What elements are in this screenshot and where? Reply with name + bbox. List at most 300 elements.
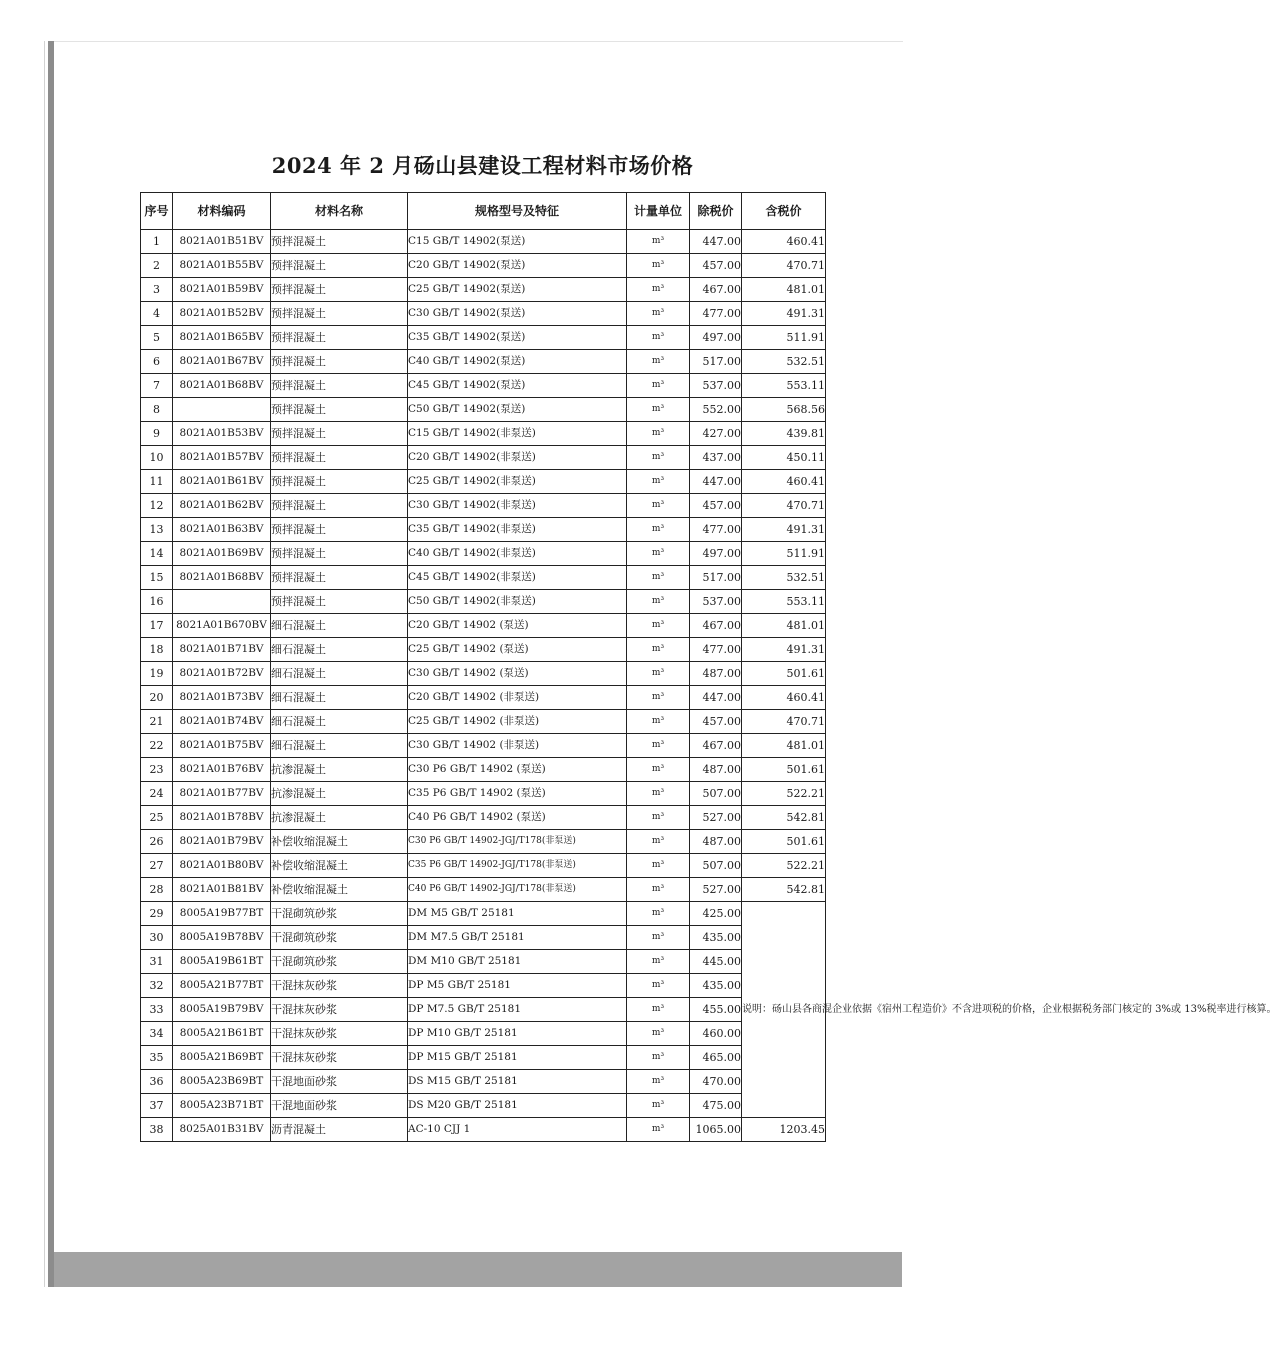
material-name: 预拌混凝土 (271, 590, 408, 614)
header-price-inc-tax: 含税价 (742, 193, 826, 230)
table-row (141, 998, 826, 1022)
material-name: 细石混凝土 (271, 686, 408, 710)
price-ex-tax: 435.00 (690, 926, 742, 950)
spec: C15 GB/T 14902(泵送) (408, 230, 627, 254)
table-row (141, 302, 826, 326)
unit: m³ (627, 734, 690, 758)
material-name: 预拌混凝土 (271, 470, 408, 494)
material-code: 8005A21B69BT (173, 1046, 271, 1070)
spec: DP M5 GB/T 25181 (408, 974, 627, 998)
row-no: 14 (141, 542, 173, 566)
material-name: 补偿收缩混凝土 (271, 854, 408, 878)
spec: C30 GB/T 14902(泵送) (408, 302, 627, 326)
spec: C40 GB/T 14902(非泵送) (408, 542, 627, 566)
material-code: 8021A01B67BV (173, 350, 271, 374)
row-no: 37 (141, 1094, 173, 1118)
spec: C50 GB/T 14902(泵送) (408, 398, 627, 422)
page-bottom-band (54, 1252, 902, 1287)
price-ex-tax: 447.00 (690, 686, 742, 710)
row-no: 7 (141, 374, 173, 398)
row-no: 32 (141, 974, 173, 998)
material-name: 干混抹灰砂浆 (271, 998, 408, 1022)
material-code: 8021A01B80BV (173, 854, 271, 878)
price-ex-tax: 477.00 (690, 638, 742, 662)
table-row (141, 422, 826, 446)
material-code: 8021A01B61BV (173, 470, 271, 494)
price-ex-tax: 425.00 (690, 902, 742, 926)
unit: m³ (627, 950, 690, 974)
material-code: 8025A01B31BV (173, 1118, 271, 1142)
table-row (141, 758, 826, 782)
price-inc-tax: 511.91 (742, 542, 826, 566)
price-ex-tax: 445.00 (690, 950, 742, 974)
material-name: 预拌混凝土 (271, 278, 408, 302)
material-name: 干混砌筑砂浆 (271, 926, 408, 950)
price-inc-tax: 491.31 (742, 638, 826, 662)
material-name: 干混地面砂浆 (271, 1070, 408, 1094)
material-name: 抗渗混凝土 (271, 782, 408, 806)
row-no: 12 (141, 494, 173, 518)
spec: C30 GB/T 14902 (非泵送) (408, 734, 627, 758)
price-inc-tax: 470.71 (742, 254, 826, 278)
table-row (141, 710, 826, 734)
spec: DP M15 GB/T 25181 (408, 1046, 627, 1070)
spec: C20 GB/T 14902 (非泵送) (408, 686, 627, 710)
row-no: 31 (141, 950, 173, 974)
price-inc-tax: 553.11 (742, 374, 826, 398)
row-no: 6 (141, 350, 173, 374)
price-inc-tax: 532.51 (742, 566, 826, 590)
unit: m³ (627, 494, 690, 518)
row-no: 8 (141, 398, 173, 422)
table-row (141, 494, 826, 518)
material-code: 8021A01B81BV (173, 878, 271, 902)
material-code: 8005A23B69BT (173, 1070, 271, 1094)
price-inc-tax: 553.11 (742, 590, 826, 614)
table-row (141, 614, 826, 638)
row-no: 10 (141, 446, 173, 470)
row-no: 1 (141, 230, 173, 254)
unit: m³ (627, 1118, 690, 1142)
header-unit: 计量单位 (627, 193, 690, 230)
table-row (141, 686, 826, 710)
material-code: 8021A01B69BV (173, 542, 271, 566)
unit: m³ (627, 902, 690, 926)
spec: C35 GB/T 14902(非泵送) (408, 518, 627, 542)
table-row (141, 1118, 826, 1142)
row-no: 13 (141, 518, 173, 542)
table-row (141, 230, 826, 254)
price-ex-tax: 457.00 (690, 494, 742, 518)
price-ex-tax: 467.00 (690, 278, 742, 302)
header-no: 序号 (141, 193, 173, 230)
table-row (141, 374, 826, 398)
price-ex-tax: 552.00 (690, 398, 742, 422)
material-name: 细石混凝土 (271, 638, 408, 662)
material-code: 8005A19B61BT (173, 950, 271, 974)
row-no: 4 (141, 302, 173, 326)
spec: DP M7.5 GB/T 25181 (408, 998, 627, 1022)
unit: m³ (627, 710, 690, 734)
unit: m³ (627, 422, 690, 446)
material-code: 8021A01B71BV (173, 638, 271, 662)
material-code: 8021A01B77BV (173, 782, 271, 806)
material-code: 8005A19B78BV (173, 926, 271, 950)
table-row (141, 518, 826, 542)
unit: m³ (627, 1094, 690, 1118)
price-ex-tax: 477.00 (690, 518, 742, 542)
table-row (141, 326, 826, 350)
spec: C25 GB/T 14902 (非泵送) (408, 710, 627, 734)
unit: m³ (627, 974, 690, 998)
unit: m³ (627, 278, 690, 302)
spec: AC-10 CJJ 1 (408, 1118, 627, 1142)
material-code: 8021A01B74BV (173, 710, 271, 734)
price-inc-tax: 568.56 (742, 398, 826, 422)
row-no: 3 (141, 278, 173, 302)
material-name: 预拌混凝土 (271, 494, 408, 518)
row-no: 25 (141, 806, 173, 830)
price-ex-tax: 437.00 (690, 446, 742, 470)
spec: DM M5 GB/T 25181 (408, 902, 627, 926)
material-name: 抗渗混凝土 (271, 806, 408, 830)
row-no: 15 (141, 566, 173, 590)
material-name: 干混抹灰砂浆 (271, 1046, 408, 1070)
material-code: 8021A01B55BV (173, 254, 271, 278)
row-no: 33 (141, 998, 173, 1022)
spec: C35 P6 GB/T 14902-JGJ/T178(非泵送) (408, 854, 627, 878)
material-code (173, 398, 271, 422)
material-name: 预拌混凝土 (271, 422, 408, 446)
material-name: 预拌混凝土 (271, 566, 408, 590)
price-ex-tax: 1065.00 (690, 1118, 742, 1142)
table-row (141, 1094, 826, 1118)
material-name: 预拌混凝土 (271, 542, 408, 566)
spec: C45 GB/T 14902(泵送) (408, 374, 627, 398)
row-no: 11 (141, 470, 173, 494)
header-code: 材料编码 (173, 193, 271, 230)
row-no: 20 (141, 686, 173, 710)
material-code: 8021A01B62BV (173, 494, 271, 518)
material-code: 8021A01B79BV (173, 830, 271, 854)
row-no: 30 (141, 926, 173, 950)
unit: m³ (627, 854, 690, 878)
row-no: 28 (141, 878, 173, 902)
unit: m³ (627, 590, 690, 614)
spec: C40 P6 GB/T 14902-JGJ/T178(非泵送) (408, 878, 627, 902)
material-name: 预拌混凝土 (271, 302, 408, 326)
price-inc-tax: 522.21 (742, 782, 826, 806)
unit: m³ (627, 1022, 690, 1046)
unit: m³ (627, 1070, 690, 1094)
material-name: 补偿收缩混凝土 (271, 830, 408, 854)
row-no: 2 (141, 254, 173, 278)
material-name: 干混地面砂浆 (271, 1094, 408, 1118)
table-row (141, 1046, 826, 1070)
price-inc-tax: 481.01 (742, 734, 826, 758)
table-row (141, 542, 826, 566)
row-no: 35 (141, 1046, 173, 1070)
table-row (141, 1022, 826, 1046)
price-inc-tax: 1203.45 (742, 1118, 826, 1142)
price-inc-tax: 511.91 (742, 326, 826, 350)
unit: m³ (627, 326, 690, 350)
spec: C25 GB/T 14902 (泵送) (408, 638, 627, 662)
row-no: 38 (141, 1118, 173, 1142)
price-inc-tax: 470.71 (742, 494, 826, 518)
price-inc-tax: 481.01 (742, 278, 826, 302)
page-title: 2024 年 2 月砀山县建设工程材料市场价格 (271, 153, 694, 178)
spec: DS M20 GB/T 25181 (408, 1094, 627, 1118)
spec: C45 GB/T 14902(非泵送) (408, 566, 627, 590)
row-no: 19 (141, 662, 173, 686)
price-inc-tax: 460.41 (742, 470, 826, 494)
price-inc-tax: 532.51 (742, 350, 826, 374)
price-inc-tax: 501.61 (742, 830, 826, 854)
price-ex-tax: 467.00 (690, 614, 742, 638)
spec: C20 GB/T 14902 (泵送) (408, 614, 627, 638)
table-row (141, 470, 826, 494)
spec: C30 P6 GB/T 14902 (泵送) (408, 758, 627, 782)
unit: m³ (627, 830, 690, 854)
price-ex-tax: 457.00 (690, 710, 742, 734)
unit: m³ (627, 566, 690, 590)
unit: m³ (627, 350, 690, 374)
spec: DS M15 GB/T 25181 (408, 1070, 627, 1094)
table-row (141, 950, 826, 974)
spec: C35 P6 GB/T 14902 (泵送) (408, 782, 627, 806)
price-ex-tax: 497.00 (690, 542, 742, 566)
unit: m³ (627, 878, 690, 902)
material-name: 预拌混凝土 (271, 350, 408, 374)
price-ex-tax: 460.00 (690, 1022, 742, 1046)
row-no: 5 (141, 326, 173, 350)
spec: DP M10 GB/T 25181 (408, 1022, 627, 1046)
row-no: 22 (141, 734, 173, 758)
material-code: 8021A01B57BV (173, 446, 271, 470)
price-ex-tax: 527.00 (690, 806, 742, 830)
unit: m³ (627, 446, 690, 470)
spec: C30 GB/T 14902(非泵送) (408, 494, 627, 518)
material-code: 8021A01B53BV (173, 422, 271, 446)
price-ex-tax: 427.00 (690, 422, 742, 446)
price-inc-tax: 542.81 (742, 878, 826, 902)
row-no: 9 (141, 422, 173, 446)
material-name: 预拌混凝土 (271, 374, 408, 398)
row-no: 29 (141, 902, 173, 926)
spec: C25 GB/T 14902(非泵送) (408, 470, 627, 494)
spec: DM M10 GB/T 25181 (408, 950, 627, 974)
material-name: 预拌混凝土 (271, 398, 408, 422)
unit: m³ (627, 542, 690, 566)
table-row (141, 830, 826, 854)
material-code: 8021A01B73BV (173, 686, 271, 710)
row-no: 18 (141, 638, 173, 662)
table-row (141, 566, 826, 590)
table-row (141, 350, 826, 374)
price-ex-tax: 457.00 (690, 254, 742, 278)
price-ex-tax: 467.00 (690, 734, 742, 758)
price-ex-tax: 435.00 (690, 974, 742, 998)
spec: C35 GB/T 14902(泵送) (408, 326, 627, 350)
unit: m³ (627, 686, 690, 710)
unit: m³ (627, 998, 690, 1022)
row-no: 23 (141, 758, 173, 782)
table-row (141, 590, 826, 614)
price-ex-tax: 475.00 (690, 1094, 742, 1118)
price-inc-tax: 542.81 (742, 806, 826, 830)
pricing-note: 说明：砀山县各商混企业依据《宿州工程造价》不含进项税的价格，企业根据税务部门核定的 3%或 13%税率进行核算。 (742, 902, 826, 1118)
spec: C20 GB/T 14902(泵送) (408, 254, 627, 278)
header-price-ex-tax: 除税价 (690, 193, 742, 230)
material-name: 干混砌筑砂浆 (271, 902, 408, 926)
material-name: 干混抹灰砂浆 (271, 974, 408, 998)
price-ex-tax: 455.00 (690, 998, 742, 1022)
price-ex-tax: 527.00 (690, 878, 742, 902)
row-no: 26 (141, 830, 173, 854)
material-code: 8021A01B52BV (173, 302, 271, 326)
row-no: 24 (141, 782, 173, 806)
price-ex-tax: 517.00 (690, 566, 742, 590)
price-ex-tax: 487.00 (690, 662, 742, 686)
row-no: 27 (141, 854, 173, 878)
price-inc-tax: 460.41 (742, 230, 826, 254)
price-inc-tax: 450.11 (742, 446, 826, 470)
material-code: 8005A19B79BV (173, 998, 271, 1022)
spec: C40 GB/T 14902(泵送) (408, 350, 627, 374)
unit: m³ (627, 1046, 690, 1070)
price-ex-tax: 470.00 (690, 1070, 742, 1094)
price-inc-tax: 491.31 (742, 518, 826, 542)
price-inc-tax: 522.21 (742, 854, 826, 878)
page-edge (44, 41, 45, 1287)
table-body (141, 230, 1276, 1142)
price-ex-tax: 537.00 (690, 590, 742, 614)
material-name: 预拌混凝土 (271, 230, 408, 254)
row-no: 36 (141, 1070, 173, 1094)
unit: m³ (627, 758, 690, 782)
row-no: 21 (141, 710, 173, 734)
unit: m³ (627, 518, 690, 542)
spec: C40 P6 GB/T 14902 (泵送) (408, 806, 627, 830)
material-name: 干混砌筑砂浆 (271, 950, 408, 974)
price-ex-tax: 507.00 (690, 782, 742, 806)
table-row (141, 398, 826, 422)
material-name: 细石混凝土 (271, 614, 408, 638)
spec: C30 GB/T 14902 (泵送) (408, 662, 627, 686)
price-ex-tax: 497.00 (690, 326, 742, 350)
unit: m³ (627, 302, 690, 326)
unit: m³ (627, 470, 690, 494)
material-name: 干混抹灰砂浆 (271, 1022, 408, 1046)
material-code: 8021A01B59BV (173, 278, 271, 302)
price-inc-tax: 439.81 (742, 422, 826, 446)
material-name: 细石混凝土 (271, 734, 408, 758)
price-inc-tax: 460.41 (742, 686, 826, 710)
header-name: 材料名称 (271, 193, 408, 230)
price-inc-tax: 501.61 (742, 758, 826, 782)
material-code: 8021A01B72BV (173, 662, 271, 686)
material-code: 8021A01B68BV (173, 374, 271, 398)
unit: m³ (627, 806, 690, 830)
spec: C25 GB/T 14902(泵送) (408, 278, 627, 302)
material-name: 沥青混凝土 (271, 1118, 408, 1142)
price-inc-tax: 501.61 (742, 662, 826, 686)
price-ex-tax: 487.00 (690, 758, 742, 782)
material-name: 预拌混凝土 (271, 446, 408, 470)
spec: DM M7.5 GB/T 25181 (408, 926, 627, 950)
price-ex-tax: 447.00 (690, 470, 742, 494)
material-code: 8021A01B63BV (173, 518, 271, 542)
unit: m³ (627, 662, 690, 686)
material-code: 8021A01B78BV (173, 806, 271, 830)
table-row (141, 782, 826, 806)
table-row (141, 446, 826, 470)
material-name: 预拌混凝土 (271, 518, 408, 542)
table-row (141, 926, 826, 950)
price-ex-tax: 507.00 (690, 854, 742, 878)
spec: C30 P6 GB/T 14902-JGJ/T178(非泵送) (408, 830, 627, 854)
row-no: 34 (141, 1022, 173, 1046)
table-row (141, 806, 826, 830)
price-inc-tax: 481.01 (742, 614, 826, 638)
spec: C50 GB/T 14902(非泵送) (408, 590, 627, 614)
material-code: 8005A19B77BT (173, 902, 271, 926)
table-row (141, 278, 826, 302)
material-name: 补偿收缩混凝土 (271, 878, 408, 902)
material-code: 8021A01B670BV (173, 614, 271, 638)
unit: m³ (627, 614, 690, 638)
table-row (141, 254, 826, 278)
table-row (141, 734, 826, 758)
material-code: 8021A01B68BV (173, 566, 271, 590)
row-no: 17 (141, 614, 173, 638)
price-ex-tax: 477.00 (690, 302, 742, 326)
price-ex-tax: 465.00 (690, 1046, 742, 1070)
price-ex-tax: 447.00 (690, 230, 742, 254)
header-spec: 规格型号及特征 (408, 193, 627, 230)
material-code: 8021A01B51BV (173, 230, 271, 254)
unit: m³ (627, 374, 690, 398)
table-row (141, 974, 826, 998)
material-code: 8021A01B76BV (173, 758, 271, 782)
spec: C20 GB/T 14902(非泵送) (408, 446, 627, 470)
material-name: 细石混凝土 (271, 710, 408, 734)
row-no: 16 (141, 590, 173, 614)
table-row (141, 854, 826, 878)
material-code: 8005A21B61BT (173, 1022, 271, 1046)
material-code: 8021A01B65BV (173, 326, 271, 350)
material-code: 8021A01B75BV (173, 734, 271, 758)
material-name: 预拌混凝土 (271, 254, 408, 278)
unit: m³ (627, 926, 690, 950)
spec: C15 GB/T 14902(非泵送) (408, 422, 627, 446)
unit: m³ (627, 398, 690, 422)
material-code: 8005A21B77BT (173, 974, 271, 998)
table-header-row (141, 193, 826, 230)
material-name: 抗渗混凝土 (271, 758, 408, 782)
table-row (141, 662, 826, 686)
price-inc-tax: 470.71 (742, 710, 826, 734)
price-ex-tax: 517.00 (690, 350, 742, 374)
price-ex-tax: 487.00 (690, 830, 742, 854)
material-name: 预拌混凝土 (271, 326, 408, 350)
price-ex-tax: 537.00 (690, 374, 742, 398)
unit: m³ (627, 254, 690, 278)
unit: m³ (627, 782, 690, 806)
table-row (141, 638, 826, 662)
table-row (141, 902, 826, 926)
